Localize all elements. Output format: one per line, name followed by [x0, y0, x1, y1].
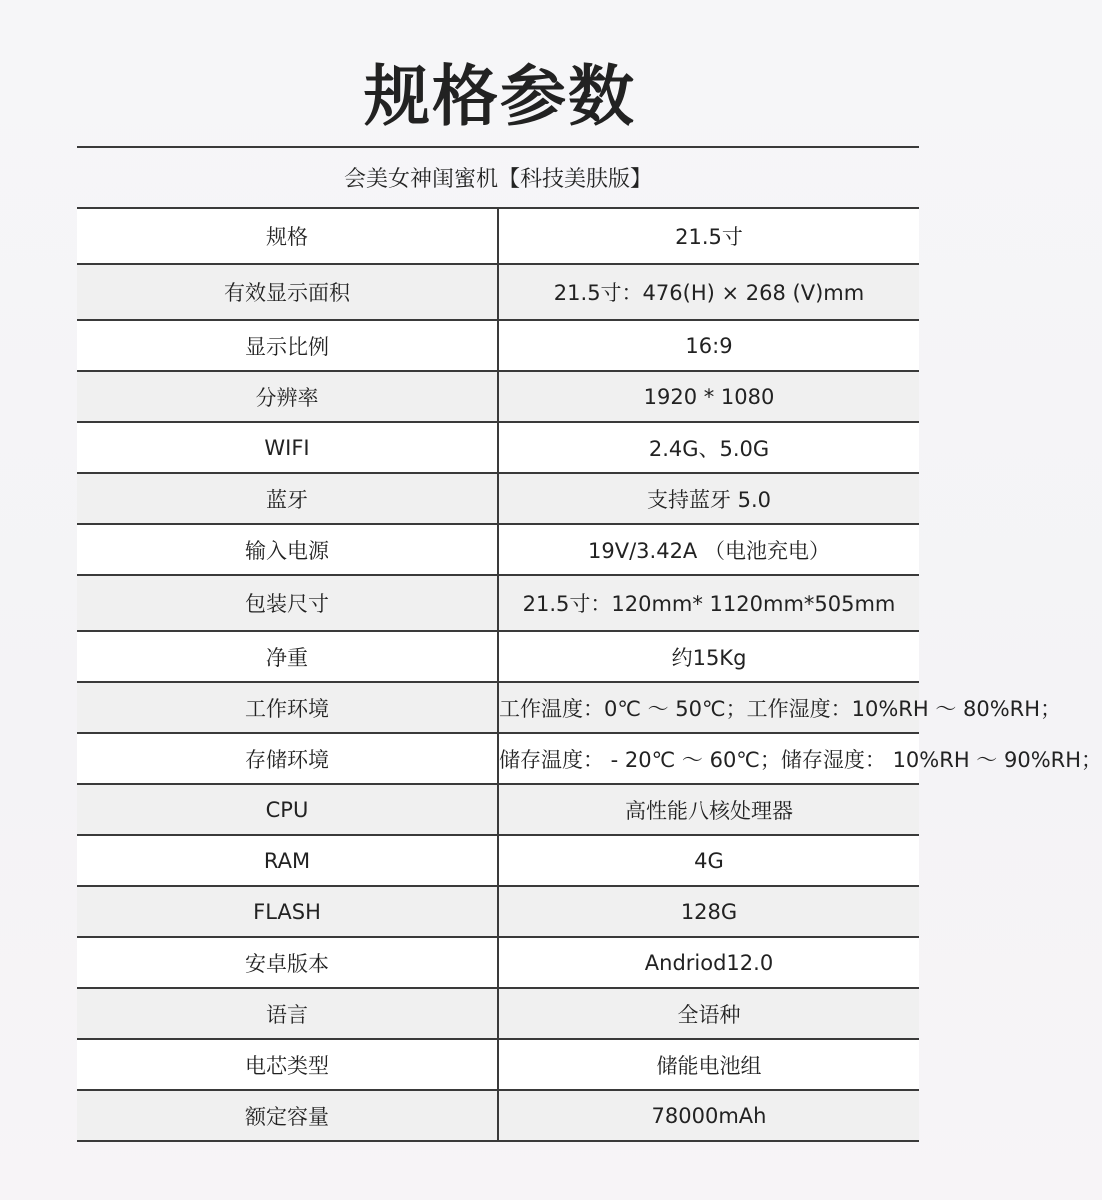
spec-label: 电芯类型	[77, 1039, 498, 1090]
table-row	[77, 988, 919, 1039]
page-title: 规格参数	[364, 58, 636, 135]
spec-value: 16:9	[498, 320, 919, 371]
table-row	[77, 1090, 919, 1141]
spec-label: WIFI	[77, 422, 498, 473]
spec-value: 1920 * 1080	[498, 371, 919, 422]
spec-value: 高性能八核处理器	[498, 784, 919, 835]
spec-label: 规格	[77, 208, 498, 264]
spec-label: 工作环境	[77, 682, 498, 733]
table-row	[77, 733, 919, 784]
spec-value: 21.5寸	[498, 208, 919, 264]
spec-label: 语言	[77, 988, 498, 1039]
table-row	[77, 473, 919, 524]
table-row	[77, 937, 919, 988]
table-row	[77, 784, 919, 835]
spec-label: 显示比例	[77, 320, 498, 371]
spec-label: 净重	[77, 631, 498, 682]
spec-value: 78000mAh	[498, 1090, 919, 1141]
spec-label: CPU	[77, 784, 498, 835]
table-row	[77, 1039, 919, 1090]
table-row	[77, 631, 919, 682]
spec-label: 有效显示面积	[77, 264, 498, 320]
spec-value: 储存温度： - 20℃ ～ 60℃；储存湿度： 10%RH ～ 90%RH；	[498, 733, 919, 784]
spec-label: 蓝牙	[77, 473, 498, 524]
table-row	[77, 524, 919, 575]
spec-value: 19V/3.42A （电池充电）	[498, 524, 919, 575]
spec-value: 支持蓝牙 5.0	[498, 473, 919, 524]
spec-label: 额定容量	[77, 1090, 498, 1141]
spec-value: 21.5寸：120mm* 1120mm*505mm	[498, 575, 919, 631]
spec-label: 输入电源	[77, 524, 498, 575]
spec-label: 存储环境	[77, 733, 498, 784]
spec-value: 储能电池组	[498, 1039, 919, 1090]
spec-value: 21.5寸：476(H) × 268 (V)mm	[498, 264, 919, 320]
spec-value: 128G	[498, 886, 919, 937]
table-row	[77, 422, 919, 473]
spec-value: 约15Kg	[498, 631, 919, 682]
spec-label: FLASH	[77, 886, 498, 937]
spec-label: 安卓版本	[77, 937, 498, 988]
spec-value: 2.4G、5.0G	[498, 422, 919, 473]
table-row	[77, 208, 919, 264]
table-row	[77, 682, 919, 733]
table-row	[77, 835, 919, 886]
spec-value: Andriod12.0	[498, 937, 919, 988]
spec-table	[77, 146, 1102, 1142]
spec-label: 包装尺寸	[77, 575, 498, 631]
product-name: 会美女神闺蜜机【科技美肤版】	[77, 147, 919, 208]
spec-value: 工作温度：0℃ ～ 50℃；工作湿度：10%RH ～ 80%RH；	[498, 682, 919, 733]
table-row	[77, 886, 919, 937]
spec-value: 4G	[498, 835, 919, 886]
table-caption-row	[77, 147, 919, 208]
table-row	[77, 575, 919, 631]
spec-label: 分辨率	[77, 371, 498, 422]
table-row	[77, 320, 919, 371]
table-row	[77, 371, 919, 422]
table-row	[77, 264, 919, 320]
spec-label: RAM	[77, 835, 498, 886]
spec-value: 全语种	[498, 988, 919, 1039]
